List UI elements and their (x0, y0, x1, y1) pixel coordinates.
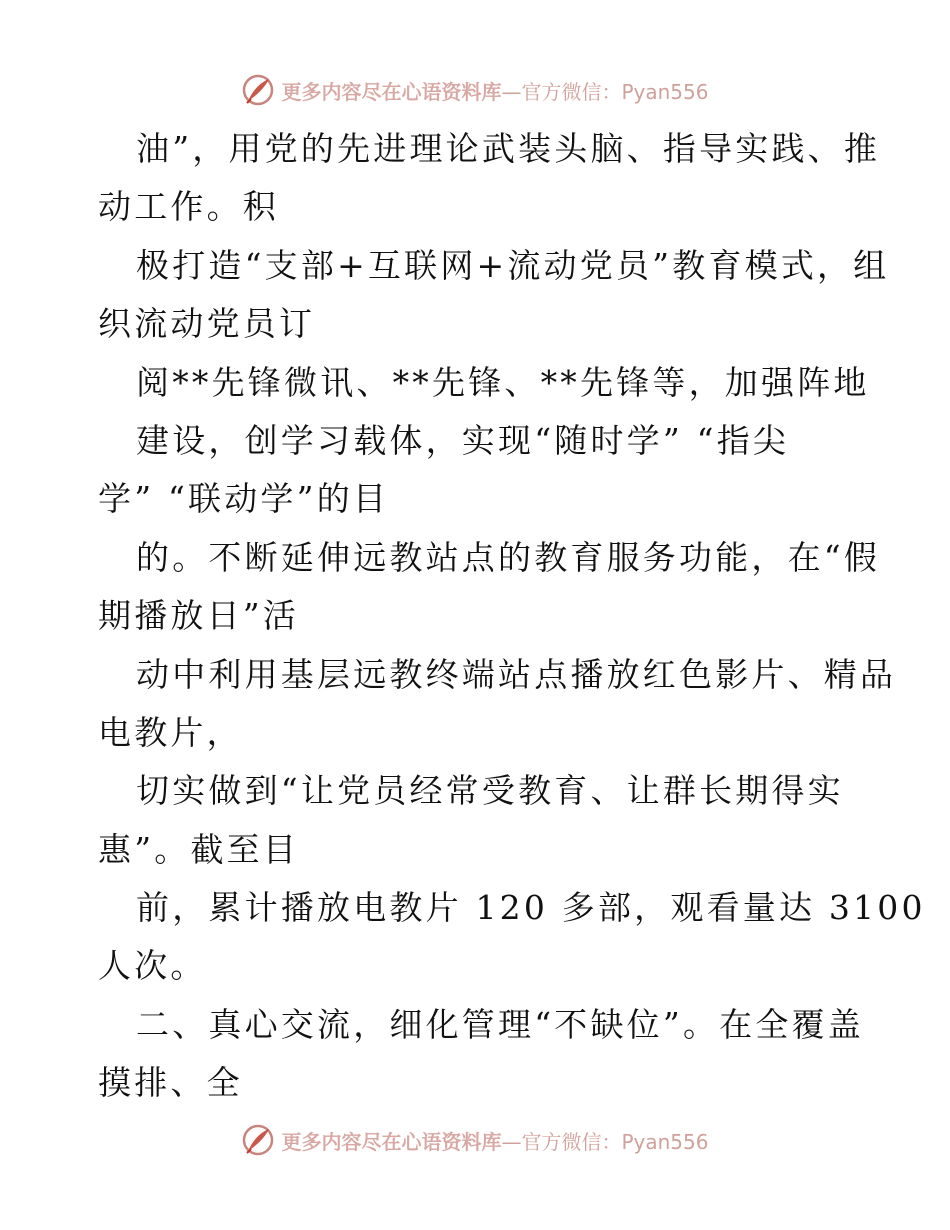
text-line: 学” “联动学”的目 (98, 479, 390, 519)
text-line: 人次。 (98, 946, 207, 986)
text-line: 前，累计播放电教片 120 多部，观看量达 3100 (136, 888, 926, 928)
text-line: 二、真心交流，细化管理“不缺位”。在全覆盖 (136, 1004, 864, 1044)
text-line: 极打造“支部+互联网+流动党员”教育模式，组 (136, 245, 890, 285)
text-line: 动工作。积 (98, 187, 279, 227)
text-line: 阅**先锋微讯、**先锋、**先锋等，加强阵地 (136, 362, 870, 402)
text-line: 建设，创学习载体，实现“随时学” “指尖 (136, 420, 790, 460)
text-line: 切实做到“让党员经常受教育、让群长期得实 (136, 771, 844, 811)
text-line: 动中利用基层远教终端站点播放红色影片、精品 (136, 654, 897, 694)
text-line: 油”，用党的先进理论武装头脑、指导实践、推 (136, 129, 881, 168)
quill-pen-logo-icon (241, 73, 275, 107)
header-watermark (0, 70, 950, 110)
text-line: 的。不断延伸远教站点的教育服务功能，在“假 (136, 537, 881, 577)
document-body (98, 120, 926, 1113)
watermark-text: 更多内容尽在心语资料库—官方微信：Pyan556 (281, 1129, 709, 1154)
text-line: 摸排、全 (98, 1063, 243, 1103)
text-line: 织流动党员订 (98, 304, 316, 344)
footer-watermark (0, 1120, 950, 1160)
watermark-text: 更多内容尽在心语资料库—官方微信：Pyan556 (281, 79, 709, 104)
text-line: 期播放日”活 (98, 596, 300, 636)
quill-pen-logo-icon (241, 1123, 275, 1157)
text-line: 惠”。截至目 (98, 829, 300, 869)
text-line: 电教片， (98, 712, 243, 752)
